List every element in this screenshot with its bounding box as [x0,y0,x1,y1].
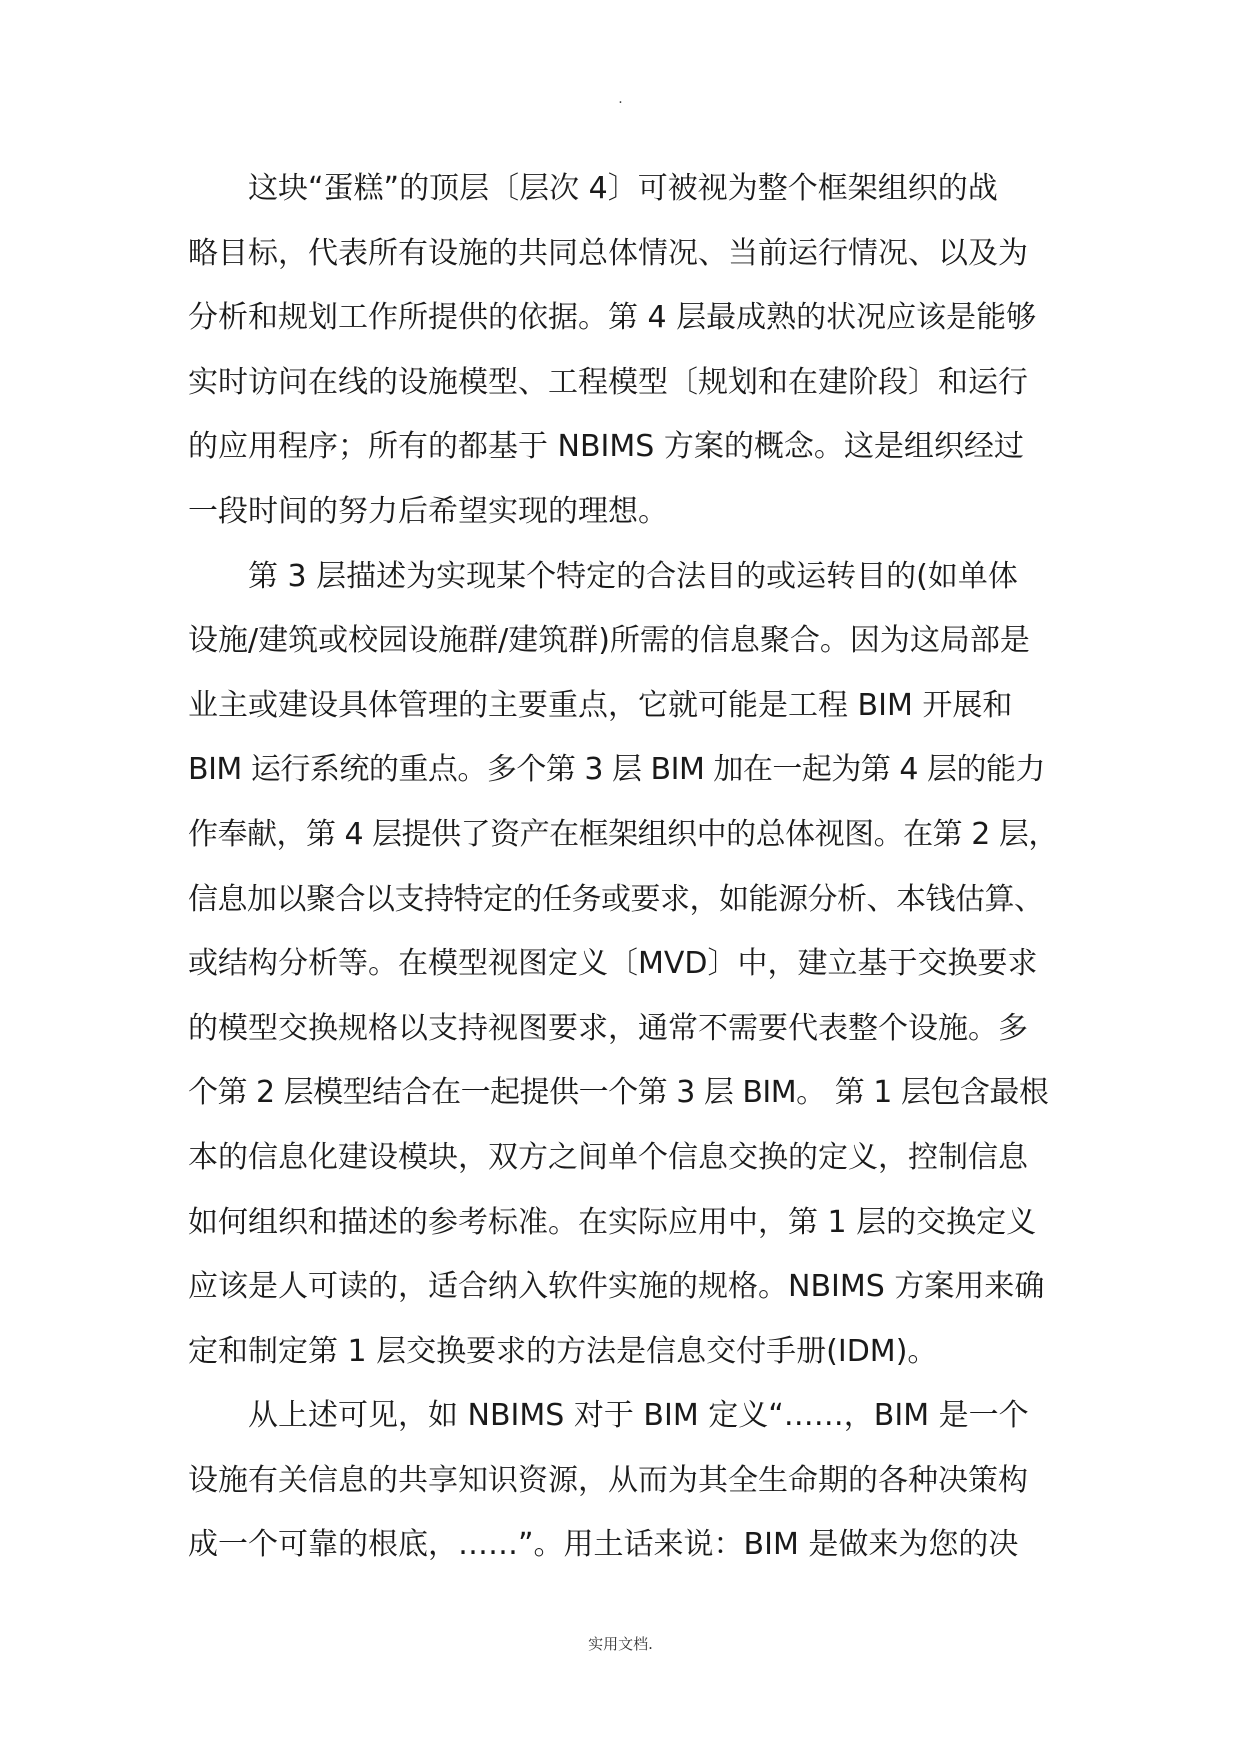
paragraph-line: 业主或建设具体管理的主要重点，它就可能是工程 BIM 开展和 [188,687,1013,723]
paragraph-line: 如何组织和描述的参考标准。在实际应用中，第 1 层的交换定义 [188,1204,1037,1240]
paragraph-line: 实时访问在线的设施模型、工程模型〔规划和在建阶段〕和运行 [188,364,1028,400]
paragraph-line: 设施/建筑或校园设施群/建筑群)所需的信息聚合。因为这局部是 [188,623,1030,659]
paragraph-line: 定和制定第 1 层交换要求的方法是信息交付手册(IDM)。 [188,1333,938,1369]
paragraph-line: 分析和规划工作所提供的依据。第 4 层最成熟的状况应该是能够 [188,300,1037,336]
paragraph-line: 本的信息化建设模块，双方之间单个信息交换的定义，控制信息 [188,1139,1028,1175]
page-footer: 实用文档. [588,1635,653,1653]
document-body [188,157,1058,1578]
paragraph-line: 一段时间的努力后希望实现的理想。 [188,493,668,529]
paragraph-line: 的模型交换规格以支持视图要求，通常不需要代表整个设施。多 [188,1010,1028,1046]
paragraph-line: 的应用程序；所有的都基于 NBIMS 方案的概念。这是组织经过 [188,429,1024,465]
paragraph-1 [188,157,1053,545]
paragraph-3 [188,1384,1053,1578]
paragraph-line: 这块“蛋糕”的顶层〔层次 4〕可被视为整个框架组织的战 [248,171,998,206]
paragraph-line: 从上述可见，如 NBIMS 对于 BIM 定义“……，BIM 是一个 [248,1398,1029,1434]
paragraph-line: 或结构分析等。在模型视图定义〔MVD〕中，建立基于交换要求 [188,946,1038,982]
page-header-mark: . [618,91,623,107]
paragraph-2 [188,545,1058,1385]
paragraph-line: 作奉献，第 4 层提供了资产在框架组织中的总体视图。在第 2 层， [188,816,1058,852]
paragraph-line: BIM 运行系统的重点。多个第 3 层 BIM 加在一起为第 4 层的能力 [188,752,1046,788]
paragraph-line: 信息加以聚合以支持特定的任务或要求，如能源分析、本钱估算、 [188,881,1044,917]
paragraph-line: 个第 2 层模型结合在一起提供一个第 3 层 BIM。 第 1 层包含最根 [188,1075,1049,1111]
paragraph-line: 成一个可靠的根底，……”。用土话来说：BIM 是做来为您的决 [188,1527,1019,1563]
paragraph-line: 设施有关信息的共享知识资源，从而为其全生命期的各种决策构 [188,1462,1028,1498]
paragraph-line: 应该是人可读的，适合纳入软件实施的规格。NBIMS 方案用来确 [188,1269,1045,1305]
paragraph-line: 略目标，代表所有设施的共同总体情况、当前运行情况、以及为 [188,235,1028,271]
paragraph-line: 第 3 层描述为实现某个特定的合法目的或运转目的(如单体 [248,558,1018,594]
